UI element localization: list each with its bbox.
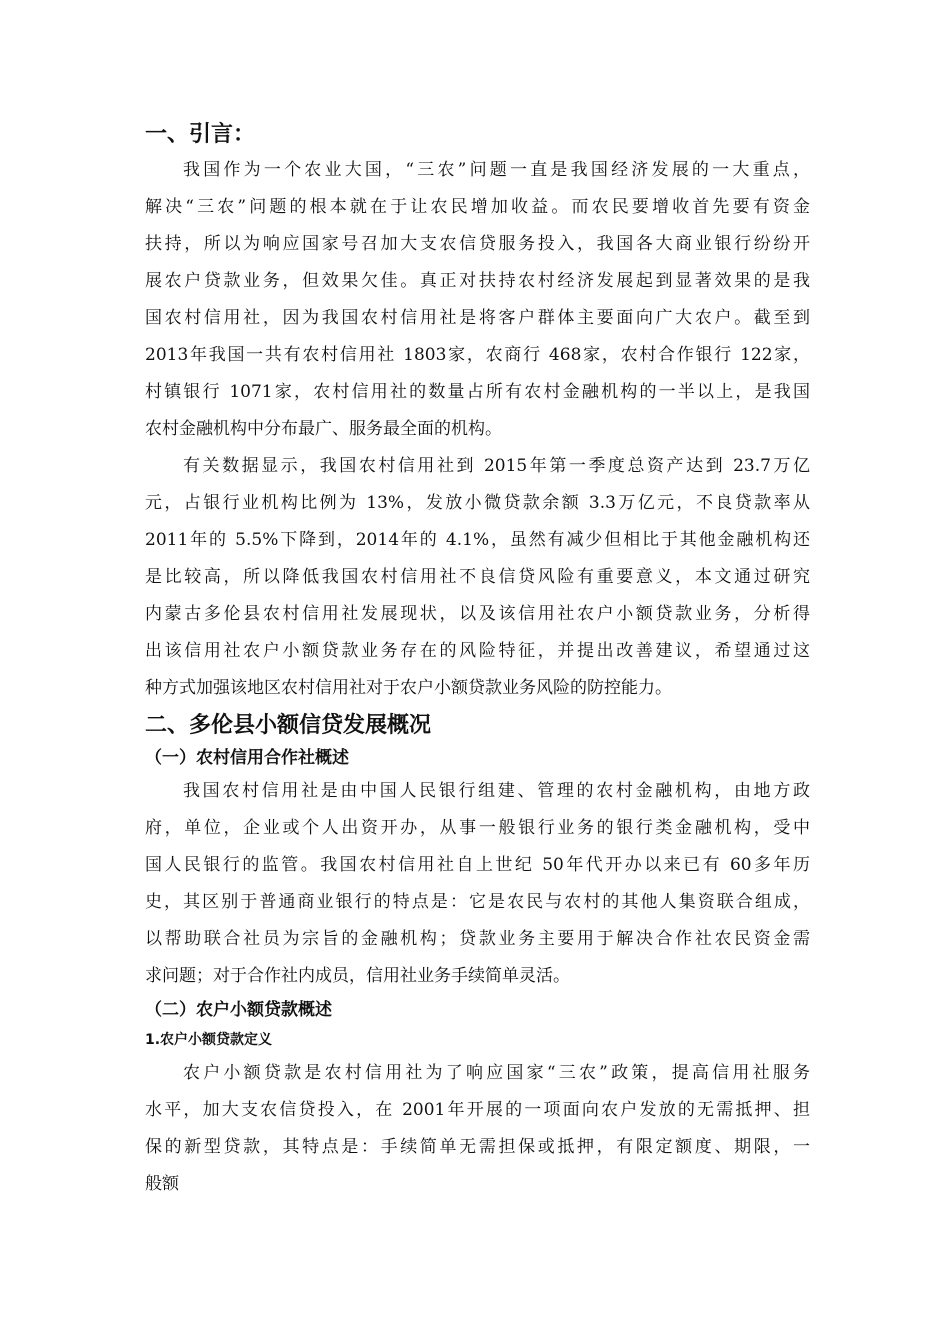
- text-line: 村镇银行 1071家，农村信用社的数量占所有农村金融机构的一半以上，是我国: [145, 382, 810, 402]
- text-line: 2011年的 5.5%下降到，2014年的 4.1%，虽然有减少但相比于其他金融机构还: [145, 530, 810, 550]
- text-line: 以帮助联合社员为宗旨的金融机构；贷款业务主要用于解决合作社农民资金需: [145, 929, 810, 949]
- text-line: 国农村信用社，因为我国农村信用社是将客户群体主要面向广大农户。截至到: [145, 308, 810, 328]
- text-line: 扶持，所以为响应国家号召加大支农信贷服务投入，我国各大商业银行纷纷开: [145, 234, 810, 254]
- text-line: 2013年我国一共有农村信用社 1803家，农商行 468家，农村合作银行 122家，: [145, 345, 810, 365]
- text-line: 农户小额贷款是农村信用社为了响应国家“三农”政策，提高信用社服务: [183, 1063, 810, 1083]
- text-line: 解决“三农”问题的根本就在于让农民增加收益。而农民要增收首先要有资金: [145, 197, 810, 217]
- subsection-heading-rural-credit-coop: （一）农村信用合作社概述: [145, 748, 349, 768]
- text-line: 史，其区别于普通商业银行的特点是：它是农民与农村的其他人集资联合组成，: [145, 892, 810, 912]
- text-line: 种方式加强该地区农村信用社对于农户小额贷款业务风险的防控能力。: [145, 678, 672, 698]
- text-line: 国人民银行的监管。我国农村信用社自上世纪 50年代开办以来已有 60多年历: [145, 855, 810, 875]
- paragraph-microloan-definition: [145, 1055, 810, 1203]
- text-line: 展农户贷款业务，但效果欠佳。真正对扶持农村经济发展起到显著效果的是我: [145, 271, 810, 291]
- paragraph-rural-credit-coop: [145, 773, 810, 995]
- section-heading-overview: 二、多伦县小额信贷发展概况: [145, 713, 432, 738]
- section-heading-introduction: 一、引言：: [145, 122, 256, 147]
- document-page: [145, 118, 810, 1203]
- paragraph-intro-2: [145, 448, 810, 707]
- text-line: 出该信用社农户小额贷款业务存在的风险特征，并提出改善建议，希望通过这: [145, 641, 810, 661]
- text-line: 内蒙古多伦县农村信用社发展现状，以及该信用社农户小额贷款业务，分析得: [145, 604, 810, 624]
- text-line: 有关数据显示，我国农村信用社到 2015年第一季度总资产达到 23.7万亿: [183, 456, 810, 476]
- text-line: 求问题；对于合作社内成员，信用社业务手续简单灵活。: [145, 966, 570, 986]
- text-line: 农村金融机构中分布最广、服务最全面的机构。: [145, 419, 502, 439]
- text-line: 元，占银行业机构比例为 13%，发放小微贷款余额 3.3万亿元，不良贷款率从: [145, 493, 810, 513]
- text-line: 我国农村信用社是由中国人民银行组建、管理的农村金融机构，由地方政: [183, 781, 810, 801]
- paragraph-intro-1: [145, 152, 810, 448]
- text-line: 保的新型贷款，其特点是：手续简单无需担保或抵押，有限定额度、期限，一: [145, 1137, 810, 1157]
- subsection-heading-microloan: （二）农户小额贷款概述: [145, 1000, 332, 1020]
- text-line: 是比较高，所以降低我国农村信用社不良信贷风险有重要意义，本文通过研究: [145, 567, 810, 587]
- text-line: 般额: [145, 1174, 179, 1194]
- text-line: 府，单位，企业或个人出资开办，从事一般银行业务的银行类金融机构，受中: [145, 818, 810, 838]
- text-line: 水平，加大支农信贷投入，在 2001年开展的一项面向农户发放的无需抵押、担: [145, 1100, 810, 1120]
- sub-subsection-heading-definition: 1.农户小额贷款定义: [145, 1032, 273, 1048]
- text-line: 我国作为一个农业大国，“三农”问题一直是我国经济发展的一大重点，: [183, 160, 810, 180]
